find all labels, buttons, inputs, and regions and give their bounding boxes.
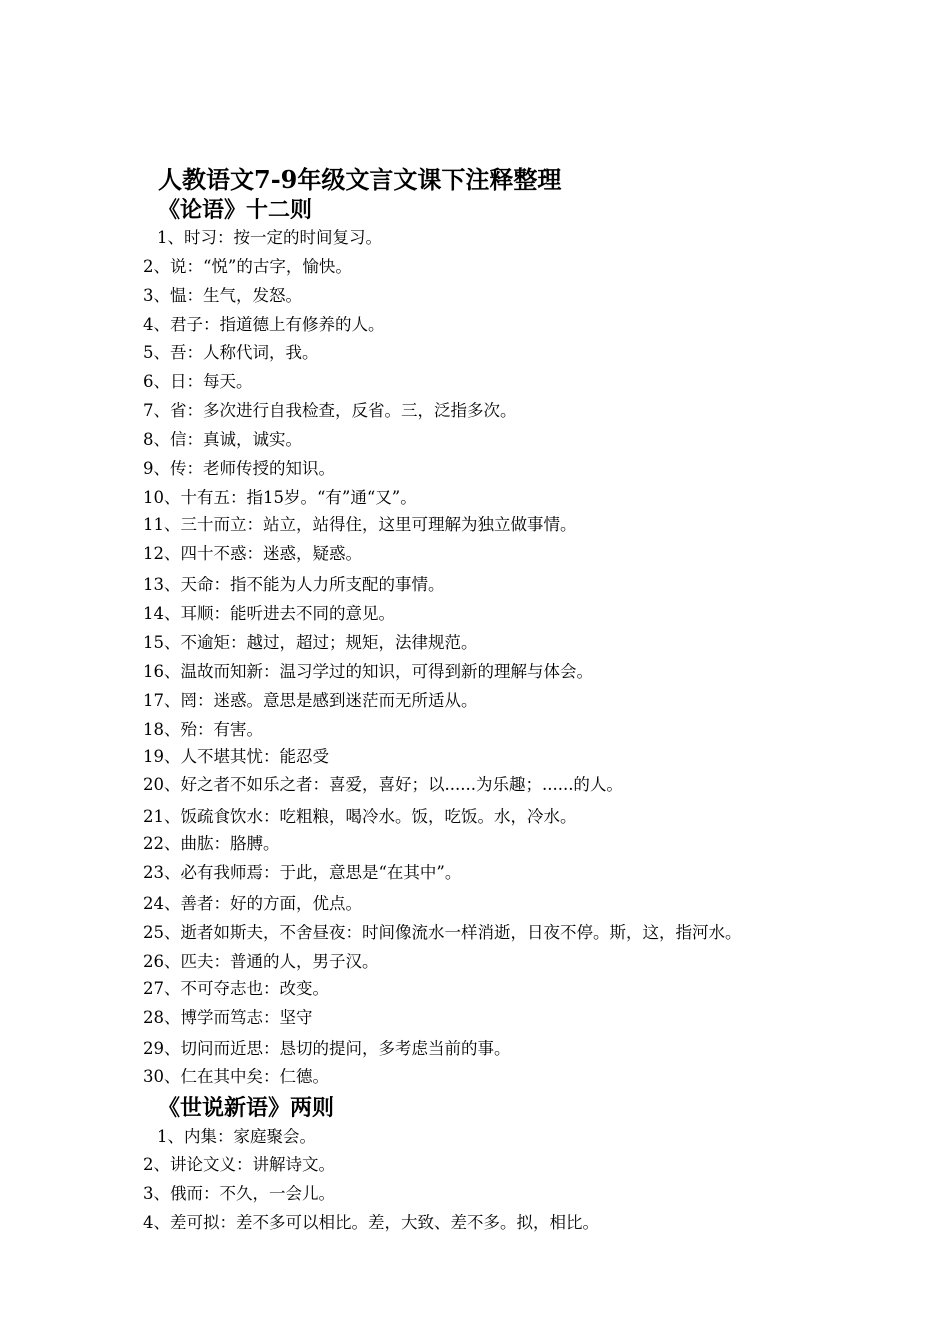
list-item: 20、好之者不如乐之者：喜爱，喜好；以......为乐趣；......的人。 xyxy=(143,775,623,794)
list-item: 10、十有五：指15岁。“有”通“又”。 xyxy=(143,488,417,507)
list-item: 16、温故而知新：温习学过的知识，可得到新的理解与体会。 xyxy=(143,662,593,681)
list-item: 13、天命：指不能为人力所支配的事情。 xyxy=(143,575,445,594)
list-item: 18、殆：有害。 xyxy=(143,720,263,739)
list-item: 4、差可拟：差不多可以相比。差，大致、差不多。拟，相比。 xyxy=(143,1213,599,1232)
list-item: 22、曲肱：胳膊。 xyxy=(143,834,280,853)
list-item: 4、君子：指道德上有修养的人。 xyxy=(143,315,385,334)
list-item: 14、耳顺：能听进去不同的意见。 xyxy=(143,604,395,623)
list-item: 8、信：真诚，诚实。 xyxy=(143,430,302,449)
list-item: 23、必有我师焉：于此，意思是“在其中”。 xyxy=(143,863,462,882)
list-item: 25、逝者如斯夫，不舍昼夜：时间像流水一样消逝，日夜不停。斯，这，指河水。 xyxy=(143,923,742,942)
list-item: 2、说：“悦”的古字，愉快。 xyxy=(143,257,352,276)
list-item: 15、不逾矩：越过，超过；规矩，法律规范。 xyxy=(143,633,478,652)
section-heading-shishuoxinyu: 《世说新语》两则 xyxy=(158,1095,335,1121)
list-item: 2、讲论文义：讲解诗文。 xyxy=(143,1155,335,1174)
list-item: 3、俄而：不久，一会儿。 xyxy=(143,1184,335,1203)
list-item: 11、三十而立：站立，站得住，这里可理解为独立做事情。 xyxy=(143,515,577,534)
list-item: 7、省：多次进行自我检查，反省。三，泛指多次。 xyxy=(143,401,517,420)
list-item: 24、善者：好的方面，优点。 xyxy=(143,894,362,913)
list-item: 29、切问而近思：恳切的提问，多考虑当前的事。 xyxy=(143,1039,511,1058)
list-item: 6、日：每天。 xyxy=(143,372,253,391)
list-item: 1、时习：按一定的时间复习。 xyxy=(157,228,382,247)
list-item: 9、传：老师传授的知识。 xyxy=(143,459,335,478)
list-item: 19、人不堪其忧：能忍受 xyxy=(143,747,329,766)
list-item: 1、内集：家庭聚会。 xyxy=(157,1127,316,1146)
list-item: 21、饭疏食饮水：吃粗粮，喝冷水。饭，吃饭。水，冷水。 xyxy=(143,807,577,826)
document-title: 人教语文7-9年级文言文课下注释整理 xyxy=(158,165,562,194)
list-item: 12、四十不惑：迷惑，疑惑。 xyxy=(143,544,362,563)
list-item: 17、罔：迷惑。意思是感到迷茫而无所适从。 xyxy=(143,691,478,710)
list-item: 28、博学而笃志：坚守 xyxy=(143,1008,313,1027)
list-item: 3、愠：生气，发怒。 xyxy=(143,286,302,305)
list-item: 27、不可夺志也：改变。 xyxy=(143,979,329,998)
list-item: 30、仁在其中矣：仁德。 xyxy=(143,1067,329,1086)
list-item: 26、匹夫：普通的人，男子汉。 xyxy=(143,952,379,971)
section-heading-lunyu: 《论语》十二则 xyxy=(158,197,313,223)
list-item: 5、吾：人称代词，我。 xyxy=(143,343,319,362)
